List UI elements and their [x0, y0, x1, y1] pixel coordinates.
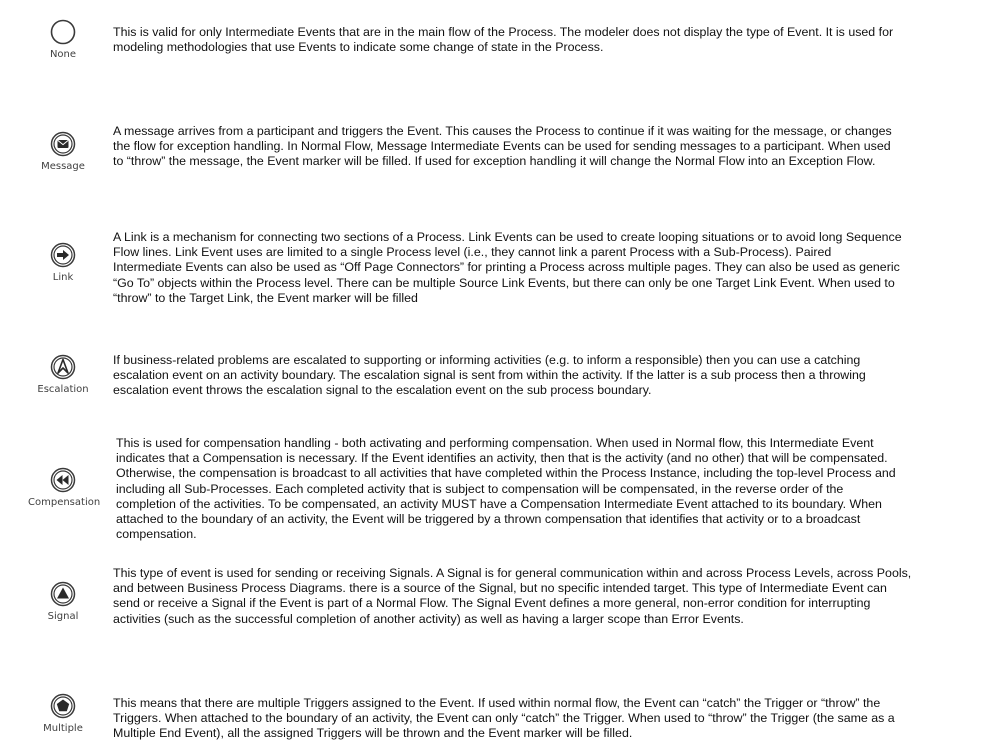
none-event-icon: [49, 18, 77, 46]
event-label-compensation: Compensation: [28, 497, 101, 508]
event-description-compensation: This is used for compensation handling - both activating and performing compensation. When used in Normal flow, this Intermediate Event indicates that a Compensation is necessary. If the Event identifies an activity, then that is the activity (and no other) that will be compensated. Otherwise, the compensation is broadcast to all activities that have completed within the Process Instance, including the top-level Process and including all Sub-Processes. Each completed activity that is subject to compensation will be compensated, in the reverse order of the completion of the activities. To be compensated, an activity MUST have a Compensation Intermediate Event attached to its boundary. When attached to the boundary of an activity, the Event will be triggered by a thrown compensation that identifies that activity or to a broadcast compensation.: [116, 436, 896, 542]
event-label-escalation: Escalation: [37, 384, 89, 395]
event-label-multiple: Multiple: [43, 723, 83, 734]
arrow-right-icon: [49, 241, 77, 269]
envelope-icon: [49, 130, 77, 158]
event-icon-cell: [28, 353, 98, 395]
event-description-link: A Link is a mechanism for connecting two sections of a Process. Link Events can be used to create looping situations or to avoid long Sequence Flow lines. Link Event uses are limited to a single Process level (i.e., they cannot link a parent Process with a Sub-Process). Paired Intermediate Events can also be used as “Off Page Connectors” for printing a Process across multiple pages. They can also be used as generic “Go To” objects within the Process level. There can be multiple Source Link Events, but there can only be one Target Link Event. When used to “throw” to the Target Link, the Event marker will be filled: [113, 230, 902, 305]
rewind-icon: [49, 466, 77, 494]
event-icon-cell: [28, 692, 98, 734]
event-description-escalation: If business-related problems are escalated to supporting or informing activities (e.g. to inform a responsible) then you can use a catching escalation event on an activity boundary. The escalation signal is sent from within the activity. If the latter is a sub process then a throwing escalation event throws the escalation signal to the escalation event on the sub process boundary.: [113, 353, 866, 398]
event-description-message: A message arrives from a participant and triggers the Event. This causes the Process to continue if it was waiting for the message, or changes the flow for exception handling. In Normal Flow, Message Intermediate Events can be used for sending messages to a participant. When used to “throw” the message, the Event marker will be filled. If used for exception handling it will change the Normal Flow into an Exception Flow.: [113, 124, 892, 169]
event-icon-cell: [28, 580, 98, 622]
pentagon-icon: [49, 692, 77, 720]
event-description-signal: This type of event is used for sending or receiving Signals. A Signal is for general communication within and across Process Levels, across Pools, and between Business Process Diagrams. there is a source of the Signal, but no specific intended target. This type of Intermediate Event can send or receive a Signal if the Event is part of a Normal Flow. The Signal Event defines a more general, non-error condition for interrupting activities (such as the successful completion of another activity) as well as having a larger scope than Error Events.: [113, 566, 912, 626]
event-icon-cell: [28, 130, 98, 172]
event-label-none: None: [49, 49, 77, 60]
event-label-message: Message: [41, 161, 85, 172]
escalation-arrow-icon: [49, 353, 77, 381]
event-label-signal: Signal: [47, 611, 79, 622]
event-icon-cell: [28, 18, 98, 60]
event-description-multiple: This means that there are multiple Triggers assigned to the Event. If used within normal flow, the Event can “catch” the Trigger or “throw” the Triggers. When attached to the boundary of an activity, the Event can only “catch” the Trigger. When used to “throw” the Trigger (the same as a Multiple End Event), all the assigned Triggers will be thrown and the Event marker will be filled.: [113, 696, 895, 741]
event-icon-cell: [28, 466, 101, 508]
event-label-link: Link: [52, 272, 74, 283]
event-description-none: This is valid for only Intermediate Events that are in the main flow of the Process. The modeler does not display the type of Event. It is used for modeling methodologies that use Events to indicate some change of state in the Process.: [113, 25, 894, 55]
triangle-icon: [49, 580, 77, 608]
event-icon-cell: [28, 241, 98, 283]
